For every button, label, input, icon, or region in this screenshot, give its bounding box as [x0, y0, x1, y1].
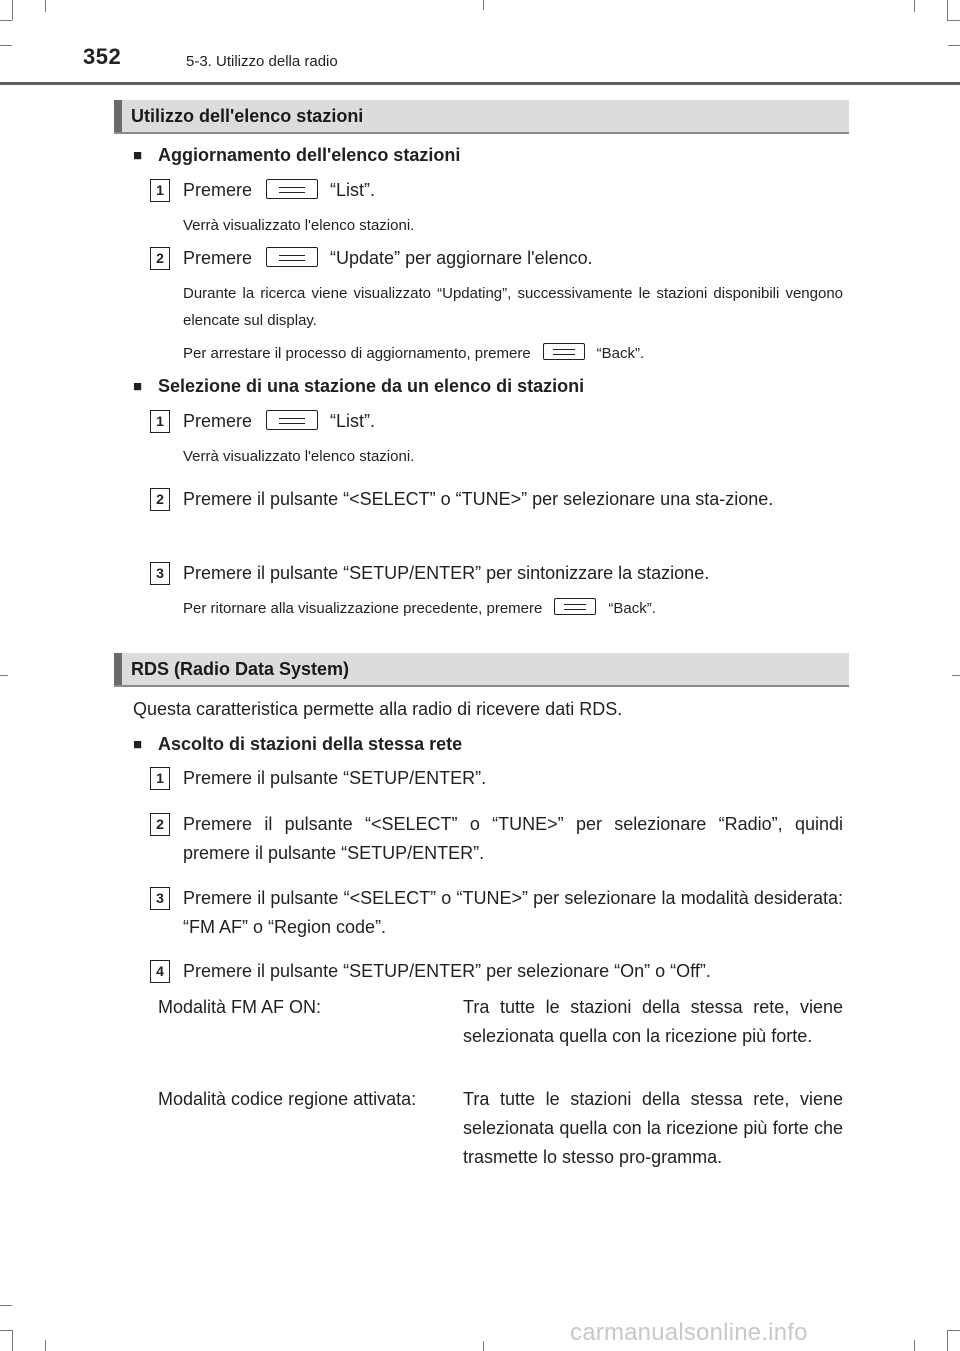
crop-mark: [914, 0, 915, 12]
step-text-post: “List”.: [330, 411, 376, 431]
screen-button-icon: [266, 247, 318, 267]
heading-bar: [114, 653, 122, 685]
step-text: [183, 407, 843, 436]
step-text: Premere il pulsante “SETUP/ENTER” per selezionare “On” o “Off”.: [183, 961, 711, 981]
square-bullet-icon: ■: [133, 147, 143, 164]
note-post: “Back”.: [608, 600, 656, 617]
square-bullet-icon: ■: [133, 736, 143, 753]
step-text: [183, 244, 843, 273]
step-text: [183, 176, 843, 205]
section-intro: Questa caratteristica permette alla radio di ricevere dati RDS.: [133, 699, 623, 719]
step-number: 2: [150, 813, 170, 836]
note-post: “Back”.: [596, 345, 645, 362]
crop-mark: [0, 675, 8, 676]
square-bullet-icon: ■: [133, 378, 143, 395]
screen-button-icon: [266, 410, 318, 430]
step-text-post: “List”.: [330, 180, 376, 200]
section-heading-text: RDS (Radio Data System): [131, 659, 350, 679]
screen-button-icon: [543, 343, 585, 360]
crop-mark: [914, 1340, 915, 1351]
crop-mark: [45, 0, 46, 12]
crop-mark: [947, 1330, 960, 1331]
step-note: [183, 595, 843, 622]
subheading-text: Selezione di una stazione da un elenco di stazioni: [158, 376, 585, 396]
subheading-update-list: [133, 145, 460, 166]
step-number: 2: [150, 247, 170, 270]
mode-term: Modalità FM AF ON:: [158, 997, 322, 1017]
step-number: 2: [150, 488, 170, 511]
subheading-same-network: [133, 734, 462, 755]
step-text: Premere il pulsante “SETUP/ENTER” per sintonizzare la stazione.: [183, 563, 710, 583]
crop-mark: [0, 45, 12, 46]
watermark: carmanualsonline.info: [570, 1319, 808, 1346]
step-note: Verrà visualizzato l'elenco stazioni.: [183, 448, 415, 465]
step-number: 3: [150, 562, 170, 585]
step-text-post: “Update” per aggiornare l'elenco.: [330, 248, 593, 268]
crop-mark: [952, 675, 960, 676]
step-text: Premere il pulsante “<SELECT” o “TUNE>” per selezionare la modalità desiderata: “FM AF” o “Region code”.: [183, 888, 843, 937]
subheading-select-station: [133, 376, 584, 397]
section-heading-station-list: [114, 100, 849, 134]
step-number: 4: [150, 960, 170, 983]
page-number: 352: [83, 44, 122, 69]
screen-button-icon: [266, 179, 318, 199]
step-text: Premere il pulsante “<SELECT” o “TUNE>” per selezionare una sta-zione.: [183, 489, 774, 509]
crop-mark: [12, 0, 13, 20]
screen-button-icon: [554, 598, 596, 615]
step-note: Durante la ricerca viene visualizzato “Updating”, successivamente le stazioni disponibili vengono elencate sul display.: [183, 285, 843, 329]
step-number: 1: [150, 410, 170, 433]
crop-mark: [0, 20, 12, 21]
step-text: Premere il pulsante “SETUP/ENTER”.: [183, 768, 487, 788]
section-heading-rds: [114, 653, 849, 687]
mode-description: Tra tutte le stazioni della stessa rete, viene selezionata quella con la ricezione più forte.: [463, 997, 843, 1046]
heading-bar: [114, 100, 122, 132]
step-number: 1: [150, 179, 170, 202]
crop-mark: [947, 20, 960, 21]
mode-term: Modalità codice regione attivata:: [158, 1089, 417, 1109]
crop-mark: [947, 1330, 948, 1351]
crop-mark: [0, 1330, 12, 1331]
step-text-pre: Premere: [183, 180, 253, 200]
crop-mark: [483, 0, 484, 10]
note-pre: Per ritornare alla visualizzazione precedente, premere: [183, 600, 543, 617]
step-number: 1: [150, 767, 170, 790]
crop-mark: [947, 0, 948, 20]
step-text-pre: Premere: [183, 411, 253, 431]
note-pre: Per arrestare il processo di aggiornamento, premere: [183, 345, 531, 362]
subheading-text: Aggiornamento dell'elenco stazioni: [158, 145, 461, 165]
crop-mark: [0, 1305, 12, 1306]
header-rule: [0, 82, 960, 85]
crop-mark: [12, 1330, 13, 1351]
step-note: Verrà visualizzato l'elenco stazioni.: [183, 217, 415, 234]
step-number: 3: [150, 887, 170, 910]
running-head: 5-3. Utilizzo della radio: [186, 53, 338, 70]
mode-description: Tra tutte le stazioni della stessa rete, viene selezionata quella con la ricezione più forte che trasmette lo stesso pro-gramma.: [463, 1089, 843, 1167]
step-text: Premere il pulsante “<SELECT” o “TUNE>” per selezionare “Radio”, quindi premere il pulsante “SETUP/ENTER”.: [183, 814, 843, 863]
crop-mark: [45, 1340, 46, 1351]
subheading-text: Ascolto di stazioni della stessa rete: [158, 734, 463, 754]
step-note: [183, 340, 843, 367]
section-heading-text: Utilizzo dell'elenco stazioni: [131, 106, 364, 126]
crop-mark: [483, 1341, 484, 1351]
step-text-pre: Premere: [183, 248, 253, 268]
crop-mark: [948, 45, 960, 46]
